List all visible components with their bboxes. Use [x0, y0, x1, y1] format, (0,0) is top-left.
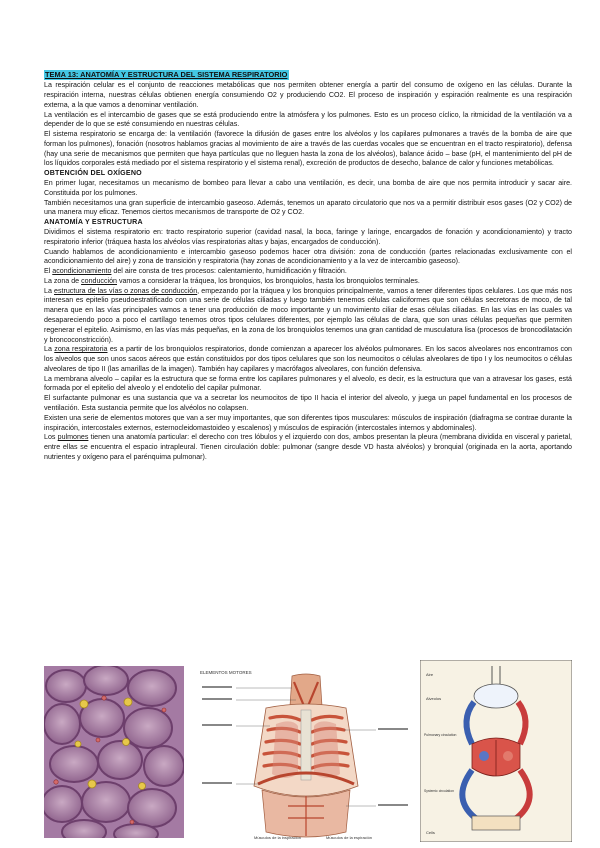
paragraph-division: Dividimos el sistema respiratorio en: tracto respiratorio superior (cavidad nasal, la boca, faringe y laringe, encargados de fonación y acondicionamiento) y tracto respiratorio inferior (tráquea hasta los alvéolos vías respiratorias altas y bajas, encargados de conducción).	[44, 227, 572, 246]
underlined-term: pulmones	[57, 433, 89, 442]
paragraph-acondicionamiento: El acondicionamiento del aire consta de tres procesos: calentamiento, humidificación y filtración.	[44, 267, 347, 276]
paragraph-elementos-motores: Existen una serie de elementos motores que van a ser muy importantes, que son diferentes tipos musculares: músculos de inspiración (diafragma se contrae durante la inspiración, intercostales externos, esternocleidomastoideo y escalenos) y músculos de espiración (intercostales internos y abdominales).	[44, 413, 572, 432]
paragraph-zona-respiratoria: La zona respiratoria es a partir de los bronquiolos respiratorios, donde comienzan a aparecer los alvéolos pulmonares. En los sacos alveolares nos encontramos con los alveolos que son unos sacos aéreos que están constituidos por dos tipos celulares que son los neumocitos o células alveolares de tipo I y los neumocitos o células alveolares de tipo II (las amarillas de la imagen). También hay capilares y macrófagos alveolares, con función defensiva.	[44, 345, 572, 373]
fig3-label-systemic: Systemic circulation	[424, 789, 454, 793]
fig3-label-air: Aire	[426, 672, 434, 677]
fig3-label-pulmonary: Pulmonary circulation	[424, 733, 457, 737]
paragraph-bombeo: En primer lugar, necesitamos un mecanismo de bombeo para llevar a cabo una ventilación, es decir, una bomba de aire que nos permita introducir y sacar aire. Constituida por los pulmones.	[44, 179, 572, 197]
fig2-left-caption: Músculos de la inspiración	[254, 835, 301, 840]
document-body	[44, 70, 572, 463]
fig2-right-caption: Músculos de la espiración	[326, 835, 373, 840]
heading-anatomia: ANATOMÍA Y ESTRUCTURA	[44, 218, 143, 227]
respiratory-muscles-diagram	[196, 666, 416, 842]
fig3-label-alveoli: Alveolos	[426, 696, 442, 701]
alveolar-tissue-image	[44, 666, 184, 838]
underlined-term: conducción	[81, 276, 117, 285]
circulation-schematic	[420, 660, 572, 842]
paragraph-surfactante: El surfactante pulmonar es una sustancia que va a secretar los neumocitos de tipo II hacia el interior del alveolo, y juega un papel fundamental en los procesos de ventilación. Esta sustancia permite que los alvéolos no colapsen.	[44, 394, 572, 412]
underlined-term: acondicionamiento	[52, 267, 112, 276]
paragraph-estructura-vias: La estructura de las vías o zonas de conducción, empezando por la tráquea y los bronquios principalmente, vamos a tener diferentes tipos celulares. Los que más nos interesan es epitelio pseudoestratificado con una serie de células ciliadas y luego también tenemos células caliciformes que son células secretoras de moco, de tal manera que en las vías principales vamos a tener una producción de moco importante y un movimiento ciliar de esas células ciliadas. En las vías en las cuales va desapareciendo poco a poco el cartílago tenemos otros tipos celulares diferentes, por ejemplo las células de clara, que son unas células pequeñas que permiten regenerar el epitelio. Asimismo, en las vías más pequeñas, en la zona de los bronquiolos tenemos una gran cantidad de musculatura lisa (procesos de broncodilatación y broncoconstricción).	[44, 286, 572, 344]
paragraph-respiracion-celular: La respiración celular es el conjunto de reacciones metabólicas que nos permiten obtener energía a partir del consumo de oxígeno en las células. Durante la respiración interna, nuestras células obtienen energía consumiendo O2 y produciendo CO2. El proceso de inspiración y espiración realmente es una respiración externa, a la que vamos a denominar ventilación.	[44, 81, 572, 109]
paragraph-superficie: También necesitamos una gran superficie de intercambio gaseoso. Además, tenemos un aparato circulatorio que nos va a permitir distribuir esos gases (O2 y CO2) de una manera muy eficaz. Tenemos ciertos mecanismos de transporte de O2 y CO2.	[44, 198, 572, 217]
paragraph-funciones: El sistema respiratorio se encarga de: la ventilación (favorece la difusión de gases entre los alvéolos y los capilares pulmonares a través de la bomba de aire que forman los pulmones), fonación (nosotros hablamos gracias al movimiento de aire a través de las cuerdas vocales que se encuentran en el tracto respiratorio), defensa (hay una serie de mecanismos que permiten que haya partículas que no lleguen hasta la zona de los alvéolos), balance ácido – base (pH, el mantenimiento del pH de los líquidos corporales está mediado por el sistema respiratorio y el sistema renal), excreción de productos de desecho, balance de calor y funciones metabólicas.	[44, 130, 572, 168]
paragraph-zonas: Cuando hablamos de acondicionamiento e intercambio gaseoso podemos hacer otra división: zona de conducción (partes relacionadas exclusivamente con el acondicionamiento del aire) y zona de transición y respiratoria (hay zonas de acondicionamiento y a la vez de intercambio gaseoso).	[44, 247, 572, 266]
underlined-term: zona respiratoria	[54, 345, 108, 354]
paragraph-pulmones: Los pulmones tienen una anatomía particular: el derecho con tres lóbulos y el izquierdo con dos, ambos presentan la pleura (membrana dividida en visceral y parietal, entre ellas se encuentra el espacio intrapleural. Tienen circulación doble: pulmonar (sangre desde VD hasta alvéolos) y bronquial (originada en la aorta, aportando nutrientes y oxígeno para el parénquima pulmonar).	[44, 433, 572, 461]
fig3-label-cells: Cells	[426, 830, 435, 835]
underlined-term: estructura de las vías o zonas de conducción	[54, 286, 198, 295]
paragraph-membrana: La membrana alveolo – capilar es la estructura que se forma entre los capilares pulmonares y el alveolo, es decir, es la estructura que van a atravesar los gases, está formada por el epitelio del alveolo y el endotelio del capilar pulmonar.	[44, 374, 572, 393]
fig2-title: ELEMENTOS MOTORES	[200, 670, 252, 675]
figure-row	[44, 666, 572, 842]
document-title: TEMA 13: ANATOMÍA Y ESTRUCTURA DEL SISTEMA RESPIRATORIO	[45, 70, 288, 79]
paragraph-ventilacion: La ventilación es el intercambio de gases que se está produciendo entre la atmósfera y los pulmones. Esto es un proceso cíclico, la ritmicidad de la ventilación va a depender de lo que se esté consumiendo en nuestras células.	[44, 110, 572, 129]
heading-obtencion-oxigeno: OBTENCIÓN DEL OXÍGENO	[44, 169, 142, 178]
paragraph-conduccion: La zona de conducción vamos a considerar la tráquea, los bronquios, los bronquiolos, hasta los bronquiolos terminales.	[44, 276, 420, 285]
